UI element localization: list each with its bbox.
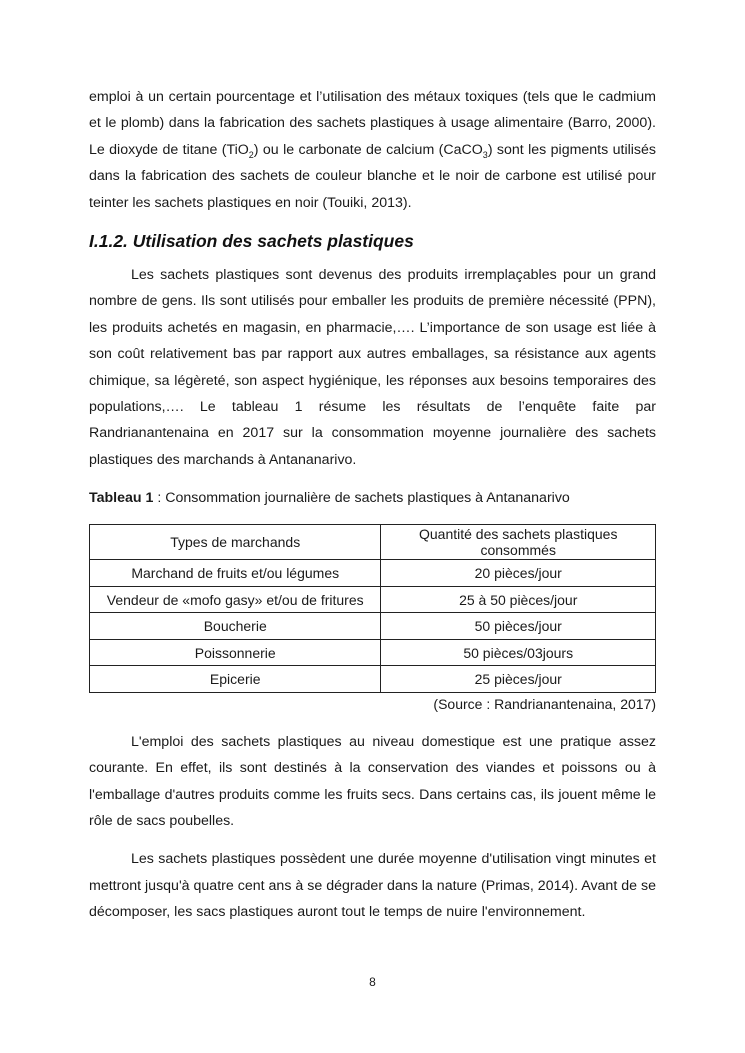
paragraph-duration: Les sachets plastiques possèdent une durée moyenne d'utilisation vingt minutes et mettront jusqu'à quatre cent ans à se dégrader dans la nature (Primas, 2014). Avant de se décomposer, les sacs plastiques auront tout le temps de nuire l'environnement. <box>89 851 656 921</box>
merchant-type-cell: Poissonnerie <box>90 639 381 666</box>
table-row <box>90 560 656 587</box>
table-row <box>90 613 656 640</box>
paragraph-domestic: L'emploi des sachets plastiques au niveau domestique est une pratique assez courante. En effet, ils sont destinés à la conservation des viandes et poissons ou à l'emballage d'autres produits comme les fruits secs. Dans certains cas, ils jouent même le rôle de sacs poubelles. <box>89 733 656 829</box>
merchant-type-cell: Vendeur de «mofo gasy» et/ou de fritures <box>90 586 381 613</box>
table-source: (Source : Randrianantenaina, 2017) <box>433 695 656 712</box>
section-heading: I.1.2. Utilisation des sachets plastiques <box>89 231 414 252</box>
paragraph-gap <box>89 834 656 846</box>
merchant-type-cell: Boucherie <box>90 613 381 640</box>
table-row <box>90 639 656 666</box>
consumption-table <box>89 524 656 693</box>
document-page <box>89 84 656 926</box>
quantity-cell: 25 pièces/jour <box>381 666 656 693</box>
merchant-type-cell: Epicerie <box>90 666 381 693</box>
table-header-row <box>90 525 656 560</box>
table-header-cell: Quantité des sachets plastiques consommés <box>381 525 656 560</box>
table-caption-label: Tableau 1 <box>89 490 154 507</box>
paragraph-pigments: emploi à un certain pourcentage et l’utilisation des métaux toxiques (tels que le cadmium et le plomb) dans la fabrication des sachets plastiques à usage alimentaire (Barro, 2000). Le dioxyde de titane (TiO$_2$) ou le carbonate de calcium (CaCO$_3$) sont les pigments utilisés dans la fabrication des sachets de couleur blanche et le noir de carbone est utilisé pour teinter les sachets plastiques en noir (Touiki, 2013). <box>89 89 656 211</box>
table-caption <box>89 489 656 507</box>
quantity-cell: 50 pièces/03jours <box>381 639 656 666</box>
quantity-cell: 25 à 50 pièces/jour <box>381 586 656 613</box>
paragraph-usage: Les sachets plastiques sont devenus des produits irremplaçables pour un grand nombre de gens. Ils sont utilisés pour emballer les produits de première nécessité (PPN), les produits achetés en magasin, en pharmacie,…. L’importance de son usage est liée à son coût relativement bas par rapport aux autres emballages, sa résistance aux agents chimique, sa légèreté, son aspect hygiénique, les réponses aux besoins temporaires des populations,…. Le tableau 1 résume les résultats de l’enquête faite par Randrianantenaina en 2017 sur la consommation moyenne journalière des sachets plastiques des marchands à Antananarivo. <box>89 267 656 468</box>
quantity-cell: 20 pièces/jour <box>381 560 656 587</box>
quantity-cell: 50 pièces/jour <box>381 613 656 640</box>
formula-tio2: TiO$_2$ <box>226 141 254 160</box>
table-header-cell: Types de marchands <box>90 525 381 560</box>
table-row <box>90 666 656 693</box>
formula-caco3: CaCO$_3$ <box>443 141 488 160</box>
page-number: 8 <box>369 975 376 989</box>
table-caption-text: : Consommation journalière de sachets plastiques à Antananarivo <box>153 490 570 507</box>
table-row <box>90 586 656 613</box>
merchant-type-cell: Marchand de fruits et/ou légumes <box>90 560 381 587</box>
